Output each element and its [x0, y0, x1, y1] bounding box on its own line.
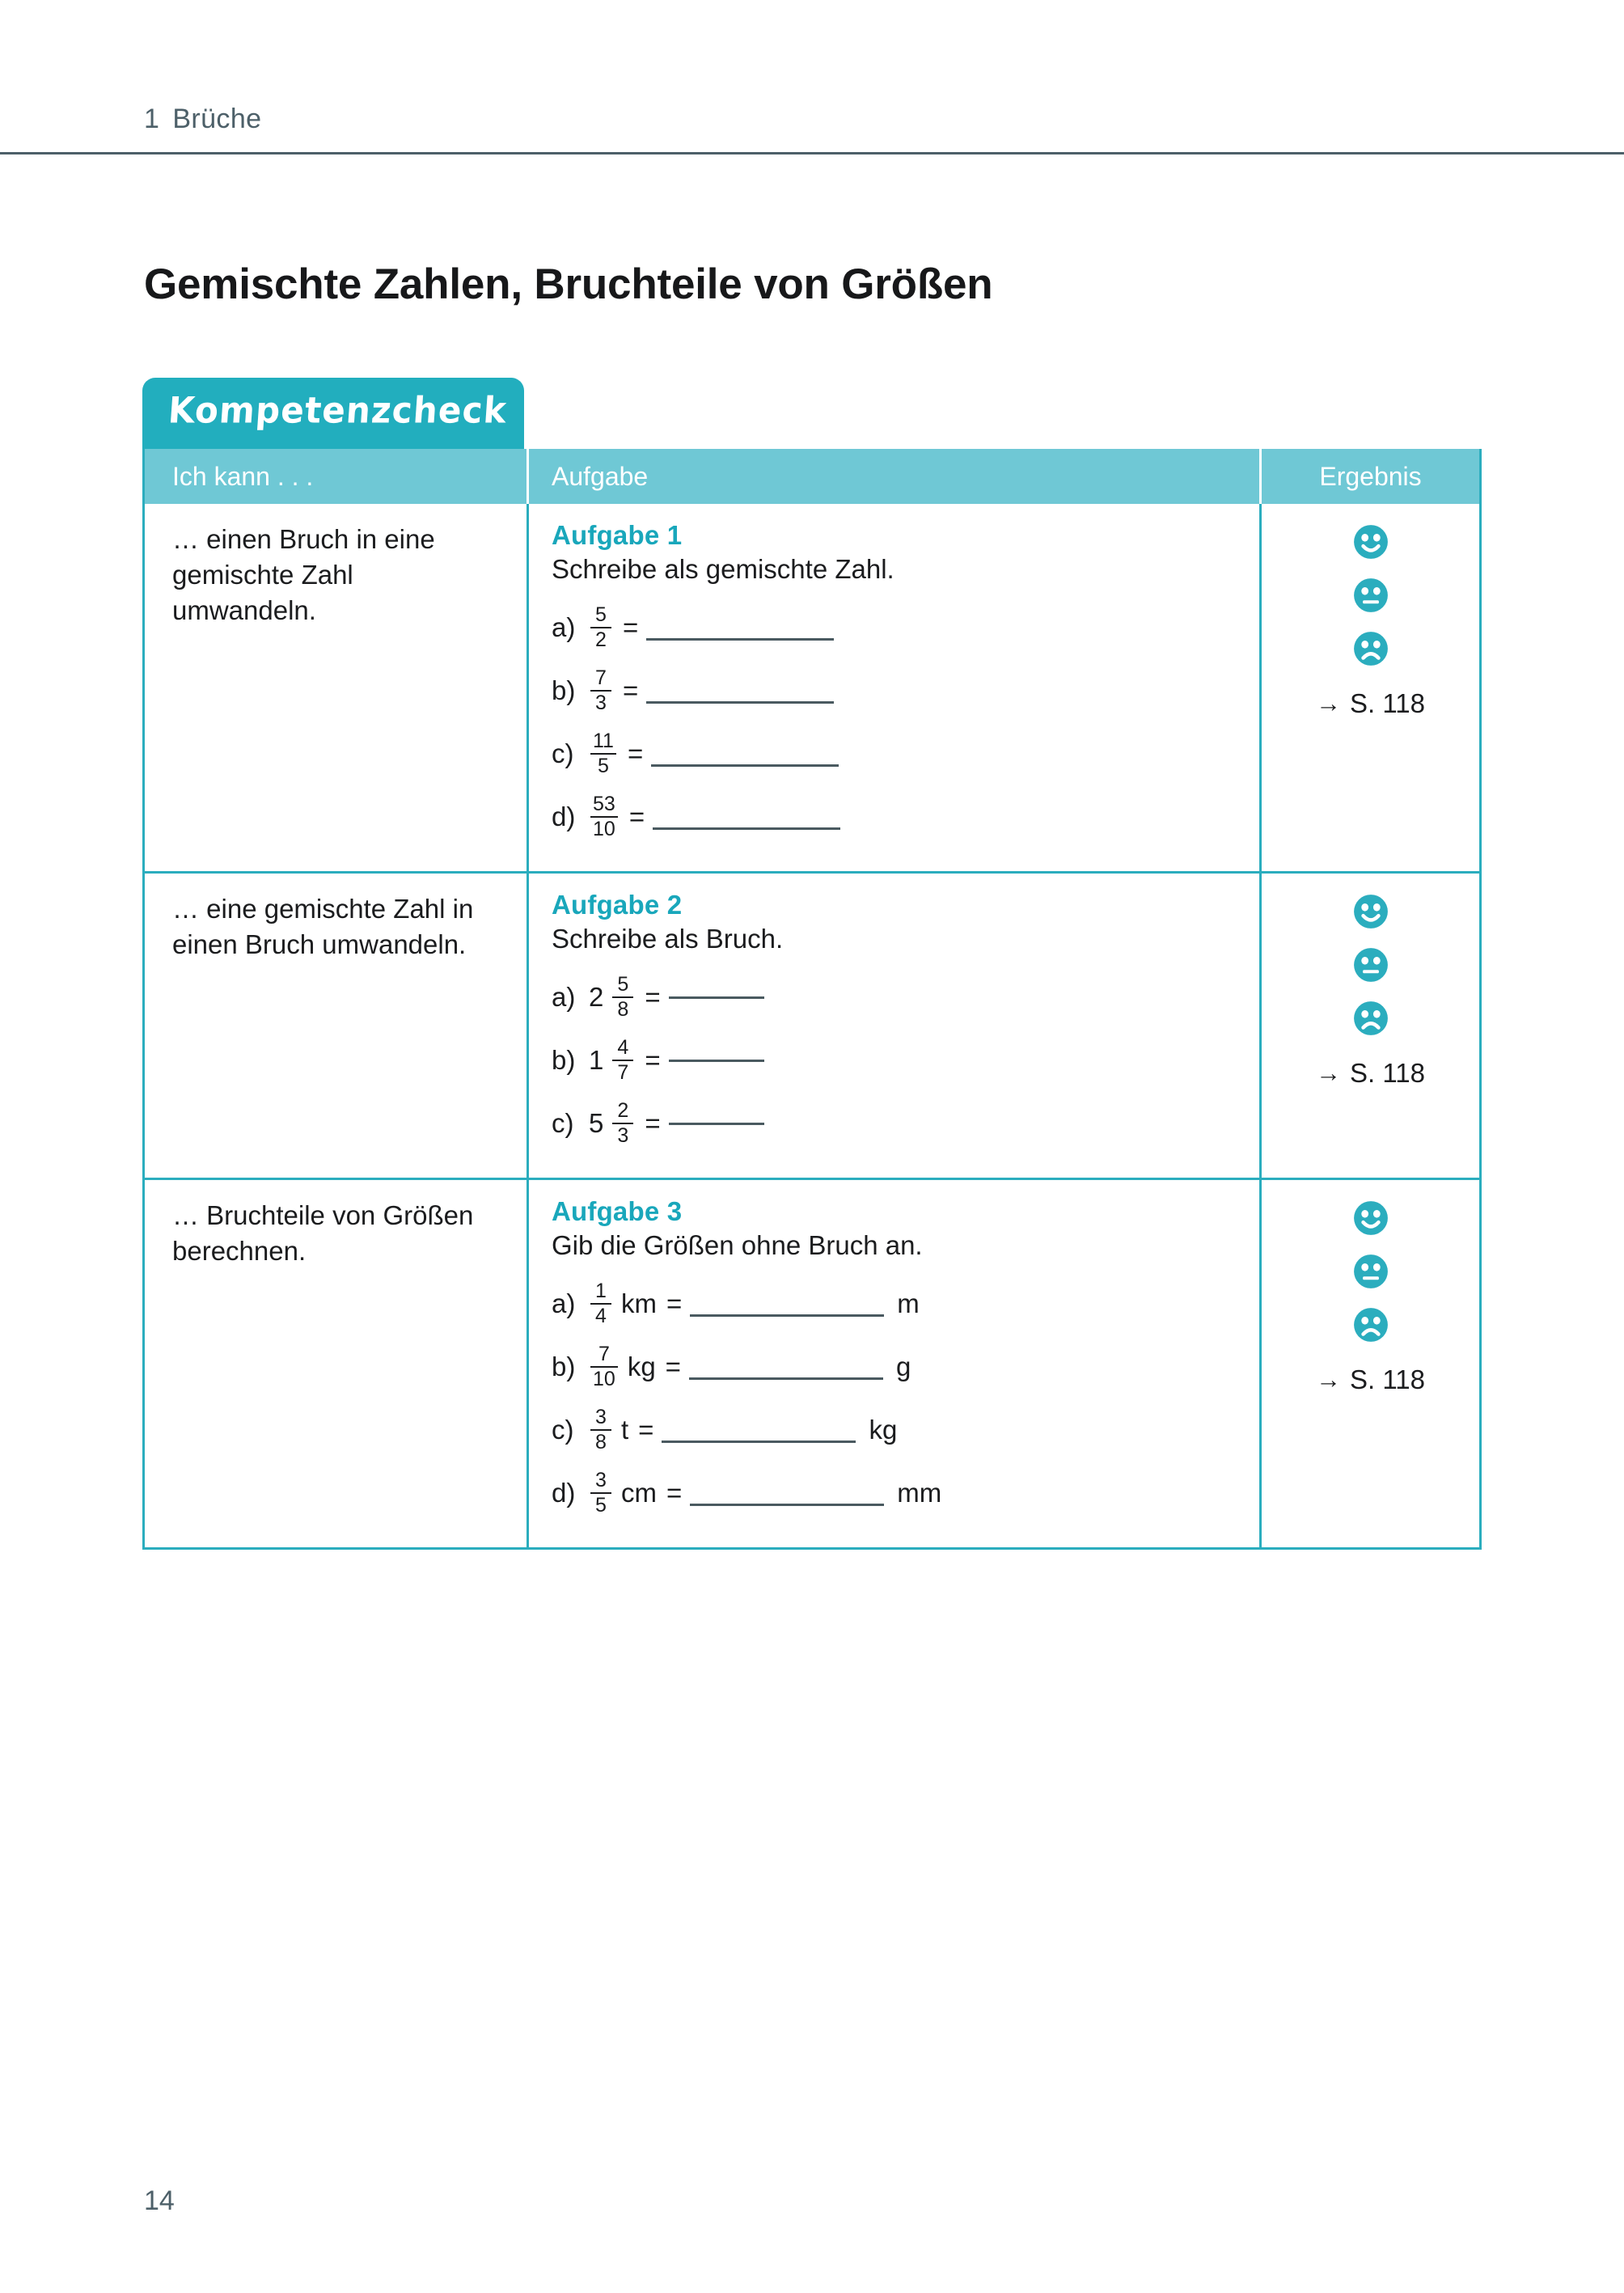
fraction-numerator: 7 — [595, 666, 607, 690]
answer-unit-label: mm — [897, 1478, 942, 1508]
fraction-denominator: 7 — [617, 1061, 629, 1084]
arrow-right-icon: → — [1316, 1365, 1342, 1394]
table-row — [145, 871, 1479, 1178]
item-letter: b) — [552, 1045, 576, 1075]
column-header-ergebnis: Ergebnis — [1259, 449, 1479, 504]
item-letter: a) — [552, 612, 576, 642]
task-item-list — [552, 596, 1240, 848]
answer-blank[interactable] — [646, 701, 834, 704]
neutral-smiley[interactable] — [1352, 577, 1389, 614]
page-reference-label: S. 118 — [1350, 1364, 1425, 1394]
equals-sign: = — [627, 738, 644, 768]
page-reference-label: S. 118 — [1350, 1058, 1425, 1088]
answer-blank[interactable] — [690, 1314, 884, 1317]
answer-blank[interactable] — [669, 1123, 764, 1125]
fraction-numerator: 11 — [593, 730, 614, 753]
header-rule — [0, 152, 1624, 154]
fraction-denominator: 3 — [617, 1124, 629, 1147]
fraction — [612, 1100, 633, 1147]
neutral-smiley[interactable] — [1352, 1253, 1389, 1290]
fraction — [590, 1470, 611, 1517]
fraction-numerator: 53 — [593, 793, 615, 816]
fraction-numerator: 3 — [595, 1406, 607, 1429]
fraction-denominator: 4 — [595, 1305, 607, 1327]
task-item — [552, 1398, 1240, 1462]
answer-unit-label: m — [897, 1288, 920, 1318]
table-row — [145, 504, 1479, 871]
table-header-row — [145, 449, 1479, 504]
task-cell — [527, 504, 1259, 871]
fraction — [590, 1343, 618, 1390]
answer-blank[interactable] — [669, 1060, 764, 1062]
equals-sign: = — [645, 982, 661, 1012]
item-letter: b) — [552, 675, 576, 705]
fraction — [590, 730, 616, 777]
answer-unit-label: kg — [869, 1415, 898, 1445]
column-header-ich-kann: Ich kann . . . — [172, 461, 314, 491]
fraction-denominator: 5 — [598, 755, 609, 777]
equals-sign: = — [645, 1108, 661, 1138]
fraction-numerator: 5 — [595, 603, 607, 627]
fraction-numerator: 4 — [617, 1036, 629, 1060]
equals-sign: = — [638, 1415, 654, 1445]
happy-smiley[interactable] — [1352, 893, 1389, 930]
fraction-denominator: 2 — [595, 628, 607, 651]
input-unit-label: cm — [621, 1478, 657, 1508]
equals-sign: = — [665, 1352, 681, 1381]
item-letter: c) — [552, 1415, 574, 1445]
sad-smiley[interactable] — [1352, 1306, 1389, 1343]
item-letter: d) — [552, 802, 576, 831]
fraction-denominator: 3 — [595, 692, 607, 714]
kompetenzcheck-table — [142, 449, 1482, 1550]
input-unit-label: km — [621, 1288, 657, 1318]
task-item — [552, 966, 1240, 1029]
happy-smiley[interactable] — [1352, 523, 1389, 561]
task-cell — [527, 874, 1259, 1178]
task-title: Aufgabe 3 — [552, 1196, 683, 1226]
task-item — [552, 722, 1240, 785]
fraction-numerator: 5 — [617, 973, 629, 996]
chapter-number: 1 — [144, 104, 160, 134]
fraction — [590, 1407, 611, 1453]
kompetenzcheck-tab-label: Kompetenzcheck — [167, 389, 509, 431]
happy-smiley[interactable] — [1352, 1199, 1389, 1237]
task-cell — [527, 1180, 1259, 1547]
answer-unit-label: g — [895, 1352, 911, 1381]
answer-blank[interactable] — [653, 827, 840, 830]
fraction-denominator: 8 — [595, 1431, 607, 1453]
task-item — [552, 1029, 1240, 1092]
table-row — [145, 1178, 1479, 1547]
input-unit-label: kg — [627, 1352, 656, 1381]
fraction-denominator: 8 — [617, 998, 629, 1021]
fraction-numerator: 1 — [595, 1280, 607, 1303]
item-letter: b) — [552, 1352, 576, 1381]
page-reference — [1316, 688, 1425, 719]
task-item-list — [552, 1272, 1240, 1525]
task-item — [552, 1335, 1240, 1398]
answer-blank[interactable] — [689, 1377, 883, 1380]
equals-sign: = — [628, 802, 645, 831]
fraction — [612, 1037, 633, 1084]
fraction — [590, 667, 611, 714]
chapter-title: Brüche — [172, 104, 262, 134]
task-title: Aufgabe 1 — [552, 520, 683, 550]
result-cell — [1259, 504, 1479, 871]
task-instruction: Schreibe als gemischte Zahl. — [552, 554, 894, 584]
self-assessment-smileys — [1352, 893, 1389, 1037]
fraction-denominator: 10 — [593, 1368, 615, 1390]
fraction — [590, 604, 611, 651]
running-head — [144, 104, 261, 135]
item-letter: c) — [552, 1108, 574, 1138]
page-title: Gemischte Zahlen, Bruchteile von Größen — [144, 260, 993, 308]
answer-blank[interactable] — [662, 1441, 856, 1443]
equals-sign: = — [623, 675, 639, 705]
equals-sign: = — [623, 612, 639, 642]
task-title: Aufgabe 2 — [552, 890, 683, 920]
fraction-numerator: 3 — [595, 1469, 607, 1492]
result-cell — [1259, 1180, 1479, 1547]
page-reference — [1316, 1058, 1425, 1089]
equals-sign: = — [666, 1288, 683, 1318]
item-letter: c) — [552, 738, 574, 768]
page-reference-label: S. 118 — [1350, 688, 1425, 718]
table-body — [145, 504, 1479, 1547]
equals-sign: = — [666, 1478, 683, 1508]
fraction — [590, 793, 618, 840]
result-cell — [1259, 874, 1479, 1178]
kompetenzcheck-tab — [142, 378, 524, 449]
self-assessment-smileys — [1352, 1199, 1389, 1343]
mixed-number-whole-part: 5 — [589, 1108, 604, 1138]
fraction-numerator: 7 — [598, 1343, 610, 1366]
mixed-number-whole-part: 1 — [589, 1045, 604, 1075]
task-item — [552, 785, 1240, 848]
equals-sign: = — [645, 1045, 661, 1075]
task-item — [552, 1462, 1240, 1525]
answer-blank[interactable] — [651, 764, 839, 767]
arrow-right-icon: → — [1316, 689, 1342, 717]
item-letter: d) — [552, 1478, 576, 1508]
sad-smiley[interactable] — [1352, 1000, 1389, 1037]
fraction-denominator: 5 — [595, 1494, 607, 1517]
fraction — [590, 1280, 611, 1327]
task-item — [552, 596, 1240, 659]
task-item-list — [552, 966, 1240, 1155]
answer-blank[interactable] — [669, 996, 764, 999]
fraction — [612, 974, 633, 1021]
task-instruction: Gib die Größen ohne Bruch an. — [552, 1230, 923, 1260]
page-reference — [1316, 1364, 1425, 1395]
self-assessment-smileys — [1352, 523, 1389, 667]
can-do-statement: … eine gemischte Zahl in einen Bruch umwandeln. — [172, 894, 474, 959]
task-item — [552, 1092, 1240, 1155]
sad-smiley[interactable] — [1352, 630, 1389, 667]
task-instruction: Schreibe als Bruch. — [552, 924, 784, 954]
item-letter: a) — [552, 1288, 576, 1318]
can-do-statement: … Bruchteile von Größen berechnen. — [172, 1200, 474, 1266]
answer-blank[interactable] — [690, 1504, 884, 1506]
task-item — [552, 1272, 1240, 1335]
column-header-aufgabe: Aufgabe — [527, 449, 1259, 504]
answer-blank[interactable] — [646, 638, 834, 641]
can-do-statement: … einen Bruch in eine gemischte Zahl umwandeln. — [172, 524, 435, 625]
task-item — [552, 659, 1240, 722]
neutral-smiley[interactable] — [1352, 946, 1389, 984]
page-number: 14 — [144, 2185, 175, 2216]
mixed-number-whole-part: 2 — [589, 982, 604, 1012]
input-unit-label: t — [621, 1415, 629, 1445]
fraction-denominator: 10 — [593, 818, 615, 840]
arrow-right-icon: → — [1316, 1059, 1342, 1087]
fraction-numerator: 2 — [617, 1099, 629, 1123]
item-letter: a) — [552, 982, 576, 1012]
